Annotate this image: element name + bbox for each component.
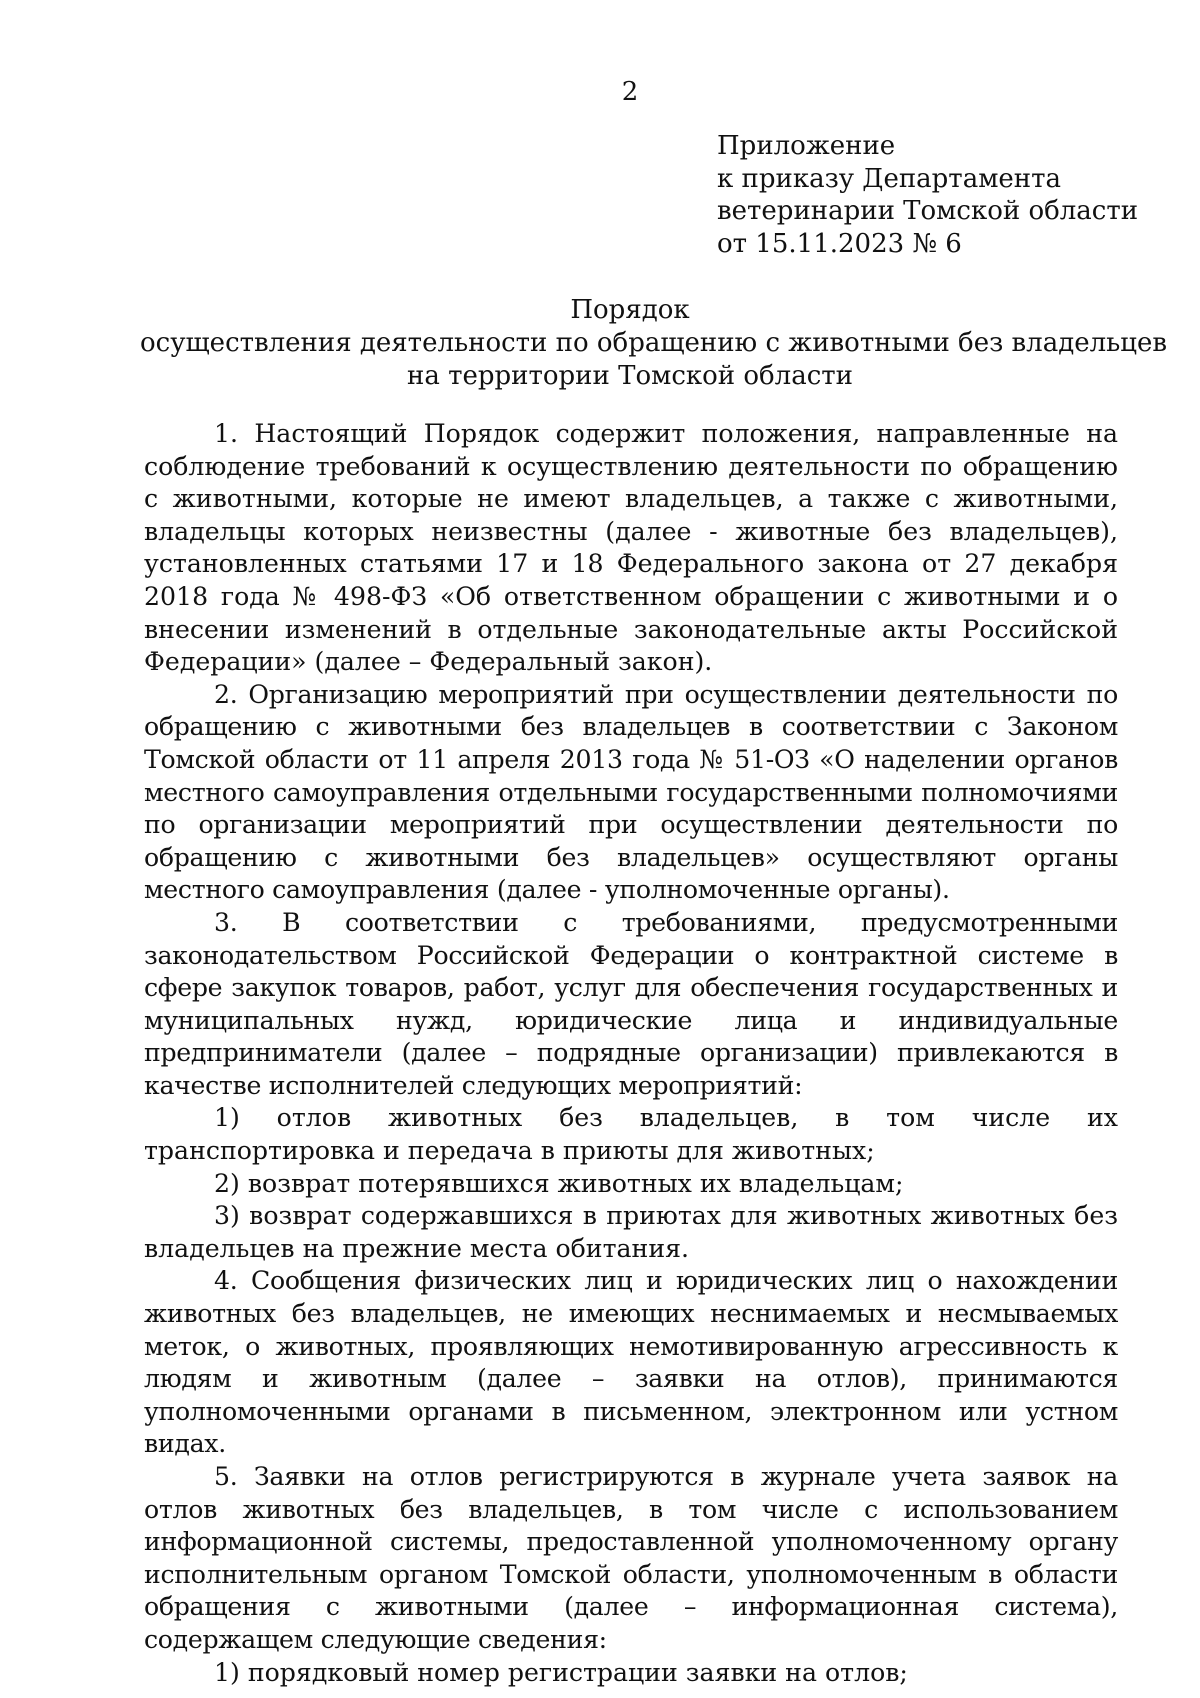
appendix-line: Приложение [717,131,896,161]
list-item: 1) порядковый номер регистрации заявки на отлов; [214,1657,908,1687]
list-item: 2) возврат потерявшихся животных их владельцам; [214,1168,904,1198]
paragraph: 2. Организацию мероприятий при осуществлении деятельности по обращению с животными без владельцев в соответствии с Законом Томской области от 11 апреля 2013 года № 51-ОЗ «О наделении органов местного самоуправления отдельными государственными полномочиями по организации мероприятий при осуществлении деятельности по обращению с животными без владельцев» осуществляют органы местного самоуправления (далее - уполномоченные органы). [144,679,1118,905]
document-body [144,418,1118,1689]
appendix-line: к приказу Департамента [717,163,1062,194]
paragraph: 1. Настоящий Порядок содержит положения, направленные на соблюдение требований к осуществлению деятельности по обращению с животными, которые не имеют владельцев, а также с животными, владельцы которых неизвестны (далее - животные без владельцев), установленных статьями 17 и 18 Федерального закона от 27 декабря 2018 года № 498-ФЗ «Об ответственном обращении с животными и о внесении изменений в отдельные законодательные акты Российской Федерации» (далее – Федеральный закон). [144,419,1118,677]
list-item: 3) возврат содержавшихся в приютах для животных животных без владельцев на прежние места обитания. [144,1201,1118,1263]
title-line: на территории Томской области [407,361,853,391]
appendix-line: от 15.11.2023 № 6 [717,228,962,259]
page-number: 2 [621,77,639,107]
title-line: Порядок [570,295,690,325]
list-item: 1) отлов животных без владельцев, в том числе их транспортировка и передача в приюты для животных; [144,1103,1118,1166]
title-line: осуществления деятельности по обращению с животными без владельцев [140,328,1167,358]
appendix-line: ветеринарии Томской области [717,196,1139,226]
paragraph: 3. В соответствии с требованиями, предусмотренными законодательством Российской Федерации о контрактной системе в сфере закупок товаров, работ, услуг для обеспечения государственных и муниципальных нужд, юридические лица и индивидуальные предприниматели (далее – подрядные организации) привлекаются в качестве исполнителей следующих мероприятий: [144,907,1118,1100]
appendix-block [717,130,1157,260]
paragraph: 5. Заявки на отлов регистрируются в журнале учета заявок на отлов животных без владельцев, в том числе с использованием информационной системы, предоставленной уполномоченному органу исполнительным органом Томской области, уполномоченным в области обращения с животными (далее – информационная система), содержащем следующие сведения: [144,1462,1118,1654]
paragraph: 4. Сообщения физических лиц и юридических лиц о нахождении животных без владельцев, не имеющих неснимаемых и несмываемых меток, о животных, проявляющих немотивированную агрессивность к людям и животным (далее – заявки на отлов), принимаются уполномоченными органами в письменном, электронном или устном видах. [144,1266,1118,1459]
document-title [140,294,1167,393]
